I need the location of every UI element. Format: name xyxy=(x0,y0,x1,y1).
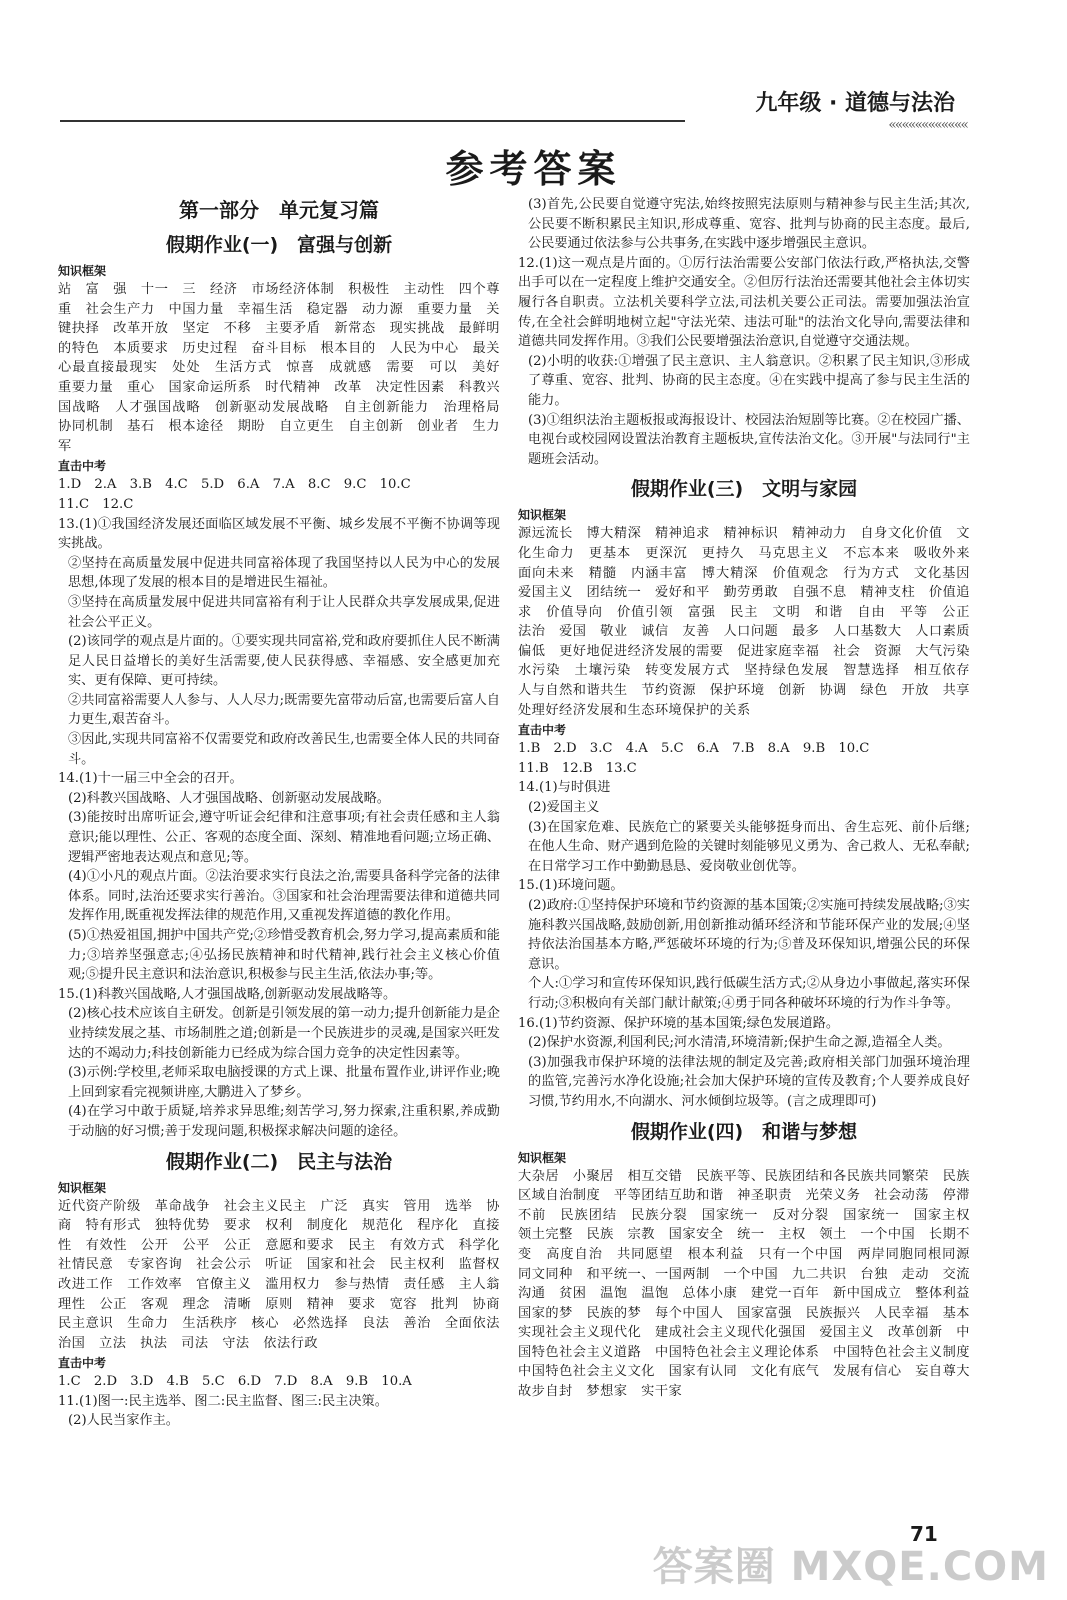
answer-line: 14.(1)十一届三中全会的召开。 xyxy=(58,771,243,787)
hw1-title: 假期作业(一) 富强与创新 xyxy=(165,234,393,256)
answer-line: (2)爱国主义 xyxy=(528,800,600,816)
page-title: 参考答案 xyxy=(445,147,622,191)
answer-line: 15.(1)科教兴国战略,人才强国战略,创新驱动发展战略等。 xyxy=(58,986,397,1002)
answer-line: (2)人民当家作主。 xyxy=(68,1413,179,1429)
answer-line: (2)小明的收获:①增强了民主意识、主人翁意识。②积累了民主知识,③形成了尊重、宽容、批判、协商的民主态度。④在实践中提高了参与民主生活的能力。 xyxy=(528,353,970,408)
answer-line: (5)①热爱祖国,拥护中国共产党;②珍惜受教育机会,努力学习,提高素质和能力;③培养坚强意志;④弘扬民族精神和时代精神,践行社会主义核心价值观;⑤提升民主意识和法治意识,积极参与民主生活,依法办事;等。 xyxy=(68,928,500,983)
answer-line: (3)①组织法治主题板报或海报设计、校园法治短剧等比赛。②在校园广播、电视台或校园网设置法治教育主题板块,宣传法治文化。③开展"与法同行"主题班会活动。 xyxy=(528,412,970,467)
answer-line: 14.(1)与时俱进 xyxy=(518,780,611,796)
hw1-kf-label: 知识框架 xyxy=(58,264,107,278)
answer-line: 11.B 12.B 13.C xyxy=(518,760,637,776)
answer-line: (3)示例:学校里,老师采取电脑授课的方式上课、批量布置作业,讲评作业;晚上回到家看完视频讲座,大鹏进入了梦乡。 xyxy=(68,1065,500,1100)
answer-line: (2)政府:①坚持保护环境和节约资源的基本国策;②实施可持续发展战略;③实施科教兴国战略,鼓励创新,用创新推动循环经济和节能环保产业的发展;④坚持依法治国基本方略,严惩破坏环境的行为;⑤普及环保知识,增强公民的环保意识。 xyxy=(528,898,970,972)
hw4-title: 假期作业(四) 和谐与梦想 xyxy=(630,1120,858,1143)
answer-line: (2)保护水资源,利国利民;河水清清,环境清新;保护生命之源,造福全人类。 xyxy=(528,1035,951,1051)
answer-line: ②共同富裕需要人人参与、人人尽力;既需要先富带动后富,也需要后富人自力更生,艰苦奋斗。 xyxy=(68,692,500,728)
hw1-kf-text: 站 富 强 十一 三 经济 市场经济体制 积极性 主动性 四个尊重 社会生产力 中国力量 幸福生活 稳定器 动力源 重要力量 关键抉择 改革开放 坚定 不移 主要矛盾 新常态 现实挑战 最鲜明的特色 本质要求 历史过程 奋斗目标 根本目的 人民为中心 最关心最直接最现实 处处 生活方式 惊喜 成就感 需要 可以 美好 重要力量 重心 国家命运所系 时代精神 改革 决定性因素 科教兴国战略 人才强国战略 创新驱动发展战略 自主创新能力 治理格局 协同机制 基石 根本途径 期盼 自立更生 自主创新 创业者 生力军 xyxy=(58,282,514,454)
hw2-answers xyxy=(58,1372,500,1431)
hw3-zj-label: 直击中考 xyxy=(518,723,567,738)
answer-line: 11.(1)图一:民主选举、图二:民主监督、图三:民主决策。 xyxy=(58,1393,388,1409)
hw4-kf-text: 大杂居 小聚居 相互交错 民族平等、民族团结和各民族共同繁荣 民族区域自治制度 平等团结互助和谐 神圣职责 光荣义务 社会动荡 停滞不前 民族团结 民族分裂 国家统一 反对分裂 国家统一 国家主权 领土完整 民族 宗教 国家安全 统一 主权 领土 一个中国 长期不变 高度自治 共同愿望 根本利益 只有一个中国 两岸同胞同根同源 同文同种 和平统一、一国两制 一个中国 九二共识 台独 走动 交流 沟通 贫困 温饱 温饱 总体小康 建党一百年 新中国成立 整体利益 国家的梦 民族的梦 每个中国人 国家富强 民族振兴 人民幸福 基本实现社会主义现代化 建成社会主义现代化强国 爱国主义 改革创新 中国特色社会主义道路 中国特色社会主义理论体系 中国特色社会主义制度 中国特色社会主义文化 国家有认同 文化有底气 发展有信心 妄自尊大 故步自封 梦想家 实干家 xyxy=(518,1168,984,1400)
answer-line: (3)首先,公民要自觉遵守宪法,始终按照宪法原则与精神参与民主生活;其次,公民要不断积累民主知识,形成尊重、宽容、批判与协商的民主态度。最后,公民要通过依法参与公共事务,在实践中逐步增强民主意识。 xyxy=(528,197,970,252)
answer-line: ②坚持在高质量发展中促进共同富裕体现了我国坚持以人民为中心的发展思想,体现了发展的根本目的是增进民生福祉。 xyxy=(68,555,500,591)
answer-line: 15.(1)环境问题。 xyxy=(518,878,624,894)
hw2-title: 假期作业(二) 民主与法治 xyxy=(165,1150,393,1173)
right-column xyxy=(518,195,984,1402)
answer-line: ③坚持在高质量发展中促进共同富裕有利于让人民群众共享发展成果,促进社会公平正义。 xyxy=(68,594,500,630)
hw3-kf-label: 知识框架 xyxy=(518,508,567,523)
answer-line: 个人:①学习和宣传环保知识,践行低碳生活方式;②从身边小事做起,落实环保行动;③积极向有关部门献计献策;④勇于同各种破坏环境的行为作斗争等。 xyxy=(528,976,970,1011)
hw3-title: 假期作业(三) 文明与家园 xyxy=(630,478,858,501)
answer-line: 11.C 12.C xyxy=(58,496,134,512)
answer-line: (3)能按时出席听证会,遵守听证会纪律和注意事项;有社会责任感和主人翁意识;能以理性、公正、客观的态度全面、深刻、精准地看问题;立场正确、逻辑严密地表达观点和意见;等。 xyxy=(68,810,500,865)
hw2-zj-label: 直击中考 xyxy=(58,1356,107,1371)
answer-line: (4)在学习中敢于质疑,培养求异思维;刻苦学习,努力探索,注重积累,养成勤于动脑的好习惯;善于发现问题,积极探求解决问题的途径。 xyxy=(68,1104,500,1139)
watermark-logo: 答案圈 MXQE.COM xyxy=(652,1544,1049,1590)
hw1-answers xyxy=(58,475,500,1141)
hw2-kf-text: 近代资产阶级 革命战争 社会主义民主 广泛 真实 管用 选举 协商 特有形式 独特优势 要求 权利 制度化 规范化 程序化 直接性 有效性 公开 公平 公正 意愿和要求 民主 有效方式 科学化 社情民意 专家咨询 社会公示 听证 国家和社会 民主权利 监督权 改进工作 工作效率 官僚主义 滥用权力 参与热情 责任感 主人翁理性 公正 客观 理念 清晰 原则 精神 要求 宽容 批判 协商 民主意识 生命力 生活秩序 核心 必然选择 良法 善治 全面依法治国 立法 执法 司法 守法 依法行政 xyxy=(58,1198,514,1351)
answer-line: (2)核心技术应该自主研发。创新是引领发展的第一动力;提升创新能力是企业持续发展之基、市场制胜之道;创新是一个民族进步的灵魂,是国家兴旺发达的不竭动力;科技创新能力已经成为综合国力竞争的决定性因素等。 xyxy=(68,1006,500,1061)
hw2-kf-label: 知识框架 xyxy=(58,1180,107,1195)
hw3-kf-text: 源远流长 博大精深 精神追求 精神标识 精神动力 自身文化价值 文化生命力 更基本 更深沉 更持久 马克思主义 不忘本来 吸收外来 面向未来 精髓 内涵丰富 博大精深 价值观念 行为方式 文化基因 爱国主义 团结统一 爱好和平 勤劳勇敢 自强不息 精神支柱 价值追求 价值导向 价值引领 富强 民主 文明 和谐 自由 平等 公正 法治 爱国 敬业 诚信 友善 人口问题 最多 人口基数大 人口素质偏低 更好地促进经济发展的需要 促进家庭幸福 社会 资源 大气污染 水污染 土壤污染 转变发展方式 坚持绿色发展 智慧选择 相互依存 人与自然和谐共生 节约资源 保护环境 创新 协调 绿色 开放 共享 处理好经济发展和生态环境保护的关系 xyxy=(518,526,984,718)
hw3-answers xyxy=(518,739,970,1111)
left-column xyxy=(58,195,514,1431)
answer-line: 1.D 2.A 3.B 4.C 5.D 6.A 7.A 8.C 9.C 10.C xyxy=(58,477,411,493)
answer-line: 12.(1)这一观点是片面的。①厉行法治需要公安部门依法行政,严格执法,交警出手可以在一定程度上维护交通安全。②但厉行法治还需要其他社会主体切实履行各自职责。立法机关要科学立法,司法机关要公正司法。需要加强法治宣传,在全社会鲜明地树立起"守法光荣、违法可耻"的法治文化导向,需要法律和道德共同发挥作用。③我们公民要增强法治意识,自觉遵守交通法规。 xyxy=(518,255,970,350)
chevron-decoration-icon: «««««««««««« xyxy=(888,117,967,133)
grade-subject-header: 九年级 · 道德与法治 xyxy=(755,91,955,116)
hw2-continued-answers xyxy=(518,195,970,469)
hw4-kf-label: 知识框架 xyxy=(518,1150,567,1165)
answer-line: ③因此,实现共同富裕不仅需要党和政府改善民生,也需要全体人民的共同奋斗。 xyxy=(68,732,500,767)
answer-line: (3)加强我市保护环境的法律法规的制定及完善;政府相关部门加强环境治理的监管,完善污水净化设施;社会加大保护环境的宣传及教育;个人要养成良好习惯,节约用水,不向湖水、河水倾倒垃圾等。(言之成理即可) xyxy=(528,1054,970,1109)
answer-line: 1.B 2.D 3.C 4.A 5.C 6.A 7.B 8.A 9.B 10.C xyxy=(518,741,870,757)
answer-line: 13.(1)①我国经济发展还面临区域发展不平衡、城乡发展不平衡不协调等现实挑战。 xyxy=(58,516,500,552)
answer-line: (4)①小凡的观点片面。②法治要求实行良法之治,需要具备科学完备的法律体系。同时,法治还要求实行善治。③国家和社会治理需要法律和道德共同发挥作用,既重视发挥法律的规范作用,又重视发挥道德的教化作用。 xyxy=(68,869,500,924)
hw1-zj-label: 直击中考 xyxy=(58,459,107,474)
answer-line: 1.C 2.D 3.D 4.B 5.C 6.D 7.D 8.A 9.B 10.A xyxy=(58,1374,412,1390)
header-rule xyxy=(60,120,685,122)
answer-line: (2)科教兴国战略、人才强国战略、创新驱动发展战略。 xyxy=(68,790,390,806)
part-title: 第一部分 单元复习篇 xyxy=(179,198,379,222)
answer-line: (3)在国家危难、民族危亡的紧要关头能够挺身而出、舍生忘死、前仆后继;在他人生命、财产遇到危险的关键时刻能够见义勇为、舍己救人、无私奉献;在日常学习工作中勤勤恳恳、爱岗敬业创优等。 xyxy=(528,819,970,874)
page-number: 71 xyxy=(910,1522,938,1546)
answer-line: 16.(1)节约资源、保护环境的基本国策;绿色发展道路。 xyxy=(518,1015,840,1031)
answer-line: (2)该同学的观点是片面的。①要实现共同富裕,党和政府要抓住人民不断满足人民日益增长的美好生活需要,使人民获得感、幸福感、安全感更加充实、更有保障、更可持续。 xyxy=(68,634,500,689)
